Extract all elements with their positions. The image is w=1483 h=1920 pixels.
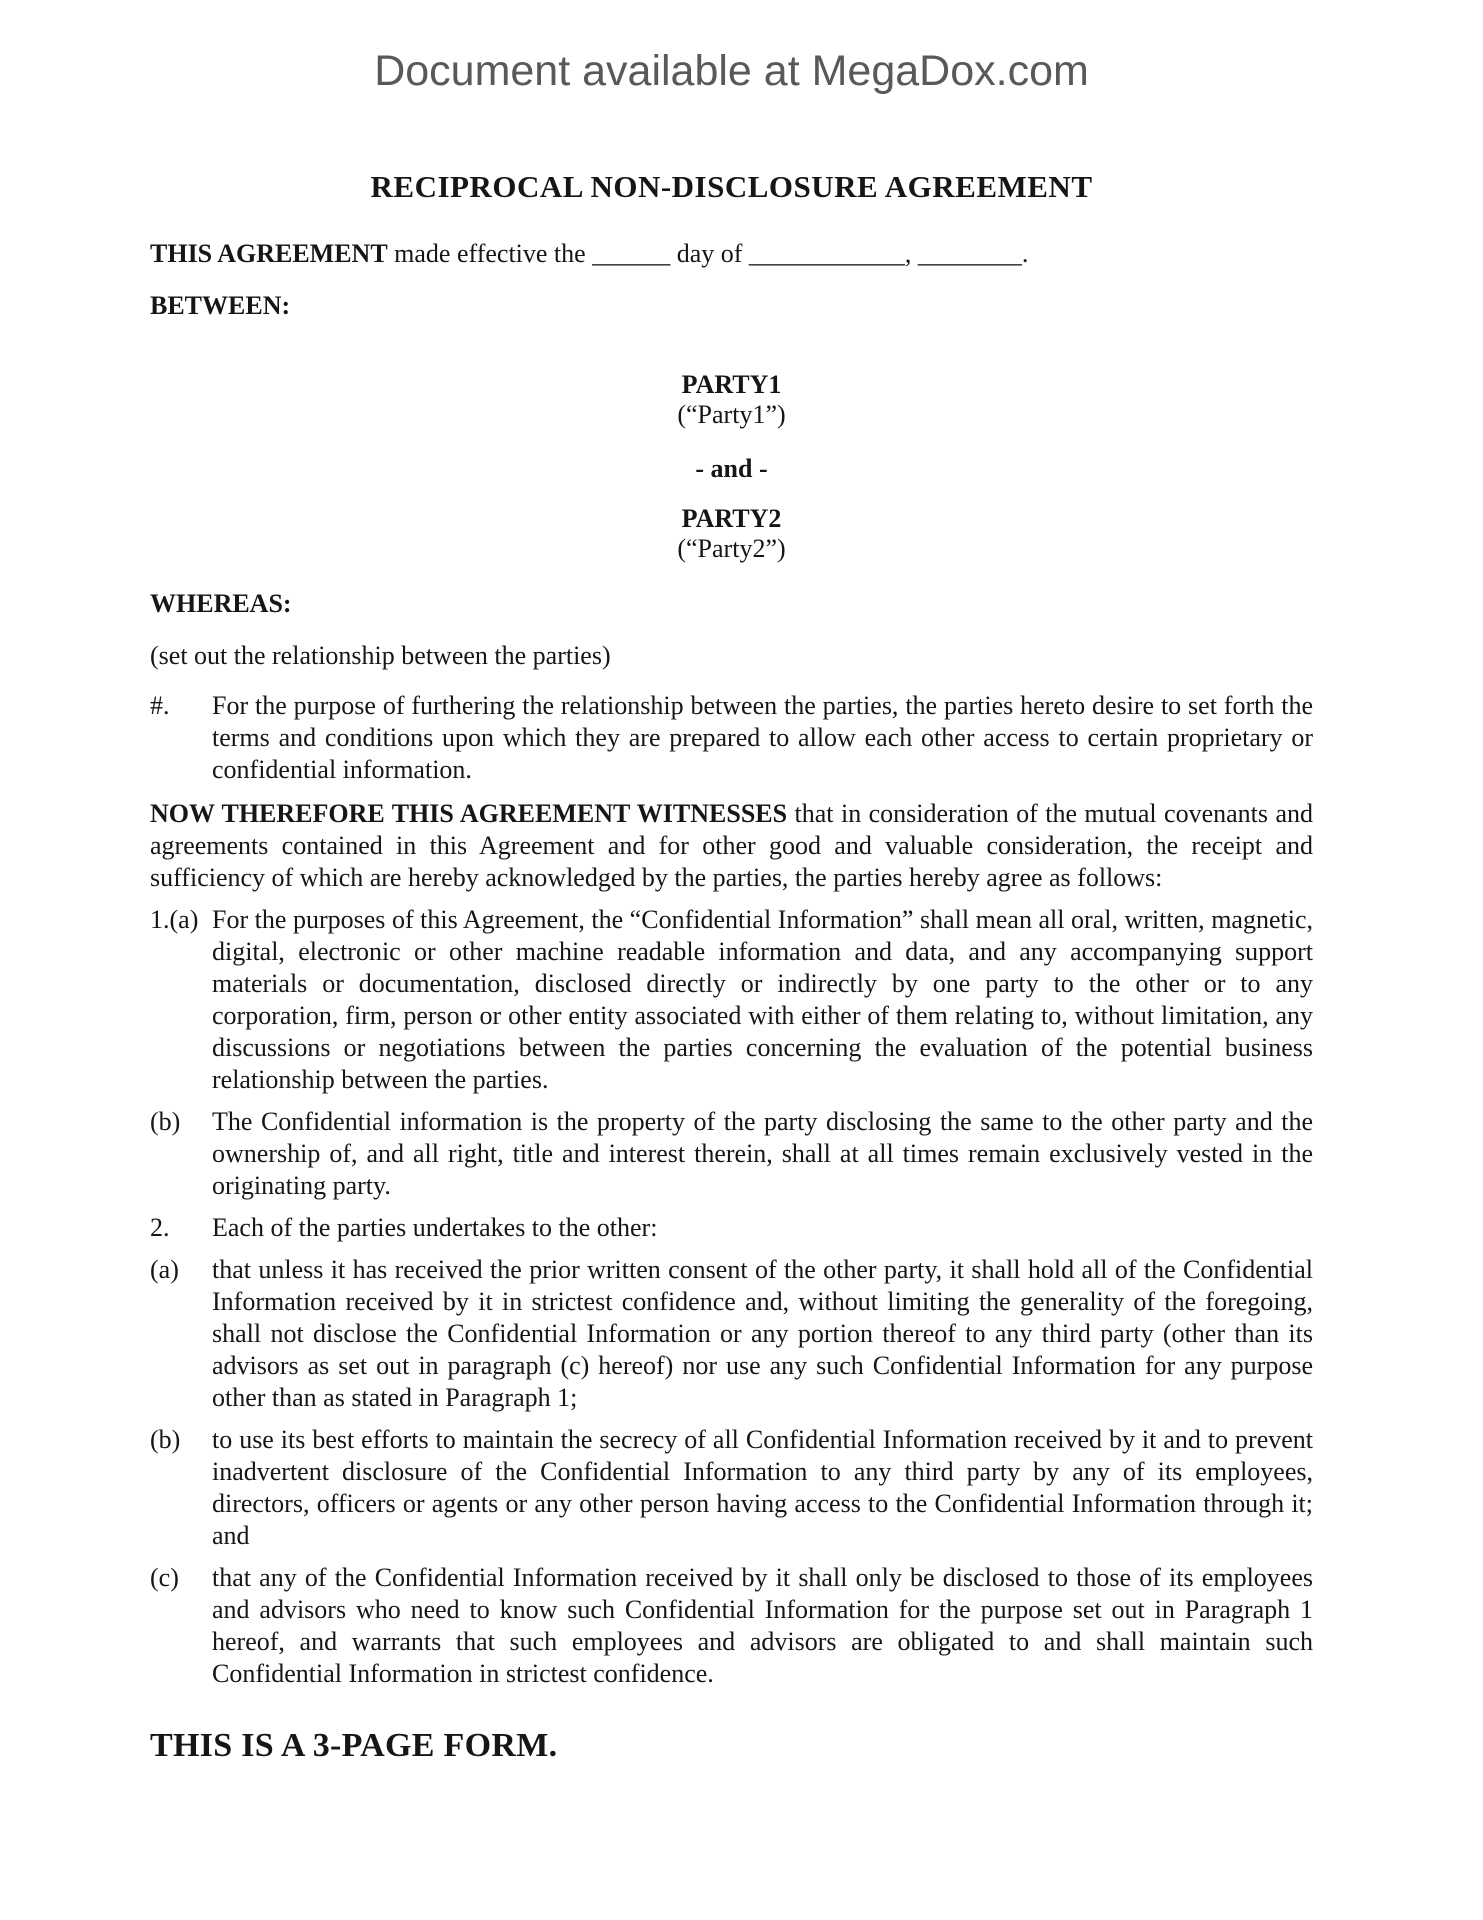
whereas-label: WHEREAS: [150,589,292,618]
document-title: RECIPROCAL NON-DISCLOSURE AGREEMENT [370,169,1093,204]
clause-text: that any of the Confidential Information received by it shall only be disclosed to those of its employees and advisors who need to know such Confidential Information for the purpose set out in Paragraph 1 hereof, and warrants that such employees and advisors are obligated to and shall maintain such Confidential Information in strictest confidence. [212,1563,1313,1688]
now-therefore-lead: NOW THEREFORE THIS AGREEMENT WITNESSES [150,799,788,828]
page-footnote: THIS IS A 3-PAGE FORM. [150,1727,558,1764]
clause-marker: (b) [150,1425,181,1454]
party1-name: PARTY1 [681,370,782,399]
clause-item [150,1562,1313,1690]
clause-item [150,1424,1313,1552]
party2-name: PARTY2 [681,504,782,533]
recital-list [150,690,1313,786]
relationship-placeholder: (set out the relationship between the parties) [150,641,611,670]
recital-text: For the purpose of furthering the relationship between the parties, the parties hereto desire to set forth the terms and conditions upon which they are prepared to allow each other access to certain proprietary or confidential information. [212,691,1313,784]
agreement-intro-lead: THIS AGREEMENT [150,239,388,268]
between-label: BETWEEN: [150,291,291,320]
clause-item [150,904,1313,1096]
now-therefore-rest: that in consideration of the mutual covenants and agreements contained in this Agreement and for other good and valuable consideration, the receipt and sufficiency of which are hereby acknowledged by the parties, the parties hereby agree as follows: [150,799,1313,892]
agreement-intro [150,238,1313,270]
clause-list [150,904,1313,1690]
clause-text: to use its best efforts to maintain the secrecy of all Confidential Information received by it and to prevent inadvertent disclosure of the Confidential Information to any third party by any of its employees, directors, officers or agents or any other person having access to the Confidential Information through it; and [212,1425,1313,1550]
recital-marker: #. [150,691,170,720]
clause-text: For the purposes of this Agreement, the “Confidential Information” shall mean all oral, written, magnetic, digital, electronic or other machine readable information and data, and any accompanying support materials or documentation, disclosed directly or indirectly by one party to the other or to any corporation, firm, person or other entity associated with either of them relating to, without limitation, any discussions or negotiations between the parties concerning the evaluation of the potential business relationship between the parties. [212,905,1313,1094]
watermark-text: Document available at MegaDox.com [374,47,1089,95]
party2-alias: (“Party2”) [677,534,786,563]
recital-item [150,690,1313,786]
parties-block [150,370,1313,564]
clause-item [150,1212,1313,1244]
clause-text: that unless it has received the prior written consent of the other party, it shall hold all of the Confidential Information received by it in strictest confidence and, without limiting the generality of the foregoing, shall not disclose the Confidential Information or any portion thereof to any third party (other than its advisors as set out in paragraph (c) hereof) nor use any such Confidential Information for any purpose other than as stated in Paragraph 1; [212,1255,1313,1412]
now-therefore-clause [150,798,1313,894]
clause-item [150,1106,1313,1202]
clause-marker: (b) [150,1107,181,1136]
clause-item [150,1254,1313,1414]
clause-marker: (a) [150,1255,179,1284]
clause-marker: (c) [150,1563,179,1592]
clause-text: The Confidential information is the property of the party disclosing the same to the other party and the ownership of, and all right, title and interest therein, shall at all times remain exclusively vested in the originating party. [212,1107,1313,1200]
party1-alias: (“Party1”) [677,400,786,429]
parties-separator: - and - [695,454,768,483]
clause-marker: 1.(a) [150,905,199,934]
agreement-intro-rest: made effective the ______ day of ____________, ________. [387,239,1029,268]
clause-text: Each of the parties undertakes to the other: [212,1213,658,1242]
clause-marker: 2. [150,1213,170,1242]
